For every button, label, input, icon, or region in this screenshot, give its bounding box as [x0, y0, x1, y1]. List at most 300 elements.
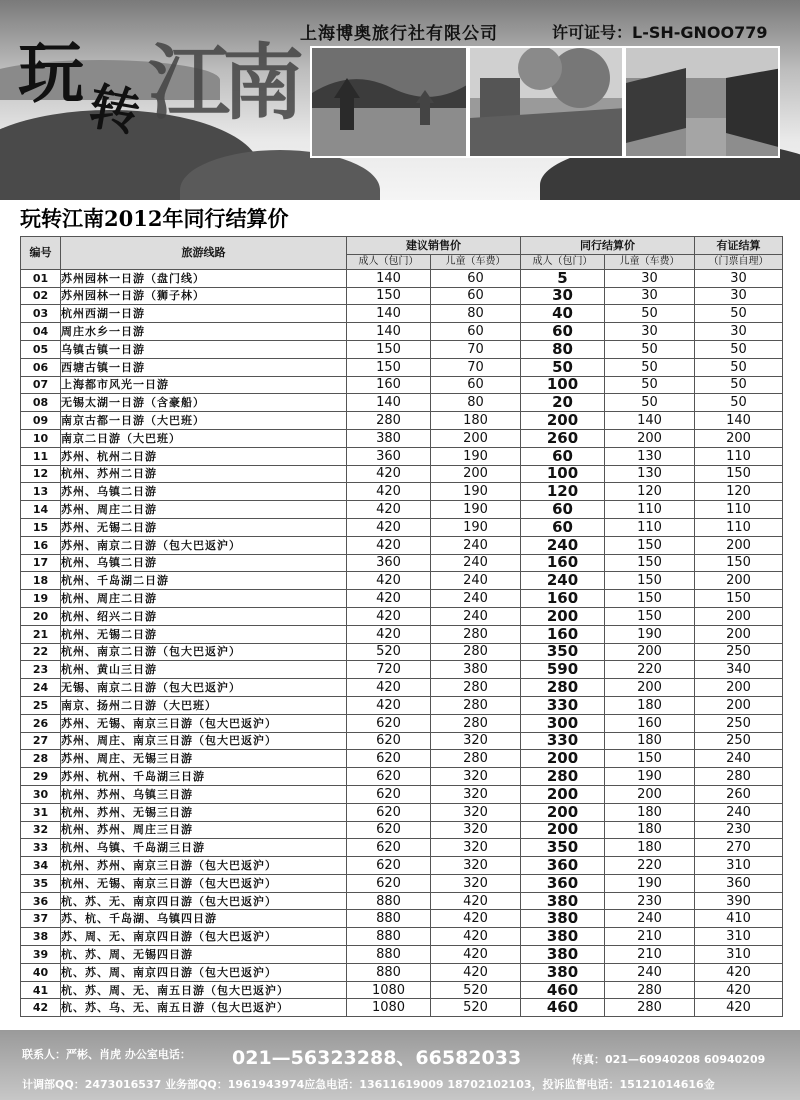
- settlement-child-price: 190: [605, 768, 695, 786]
- suggested-adult-price: 880: [347, 892, 431, 910]
- cert-settlement-price: 310: [695, 857, 783, 875]
- route-name: 无锡太湖一日游（含豪船）: [61, 394, 347, 412]
- settlement-child-price: 150: [605, 554, 695, 572]
- settlement-child-price: 110: [605, 518, 695, 536]
- settlement-child-price: 210: [605, 928, 695, 946]
- table-row: [21, 732, 783, 750]
- suggested-child-price: 420: [431, 928, 521, 946]
- table-row: [21, 785, 783, 803]
- suggested-child-price: 190: [431, 447, 521, 465]
- settlement-child-price: 120: [605, 483, 695, 501]
- row-number: 23: [21, 661, 61, 679]
- row-number: 42: [21, 999, 61, 1017]
- row-number: 12: [21, 465, 61, 483]
- suggested-adult-price: 880: [347, 928, 431, 946]
- settlement-adult-price: 160: [521, 625, 605, 643]
- cert-settlement-price: 150: [695, 554, 783, 572]
- route-name: 杭州、苏州、无锡三日游: [61, 803, 347, 821]
- row-number: 17: [21, 554, 61, 572]
- row-number: 31: [21, 803, 61, 821]
- settlement-child-price: 190: [605, 625, 695, 643]
- cert-settlement-price: 50: [695, 394, 783, 412]
- settlement-adult-price: 380: [521, 946, 605, 964]
- footer-fax: 传真：021—60940208 60940209: [572, 1053, 766, 1066]
- route-name: 杭州、黄山三日游: [61, 661, 347, 679]
- settlement-child-price: 180: [605, 696, 695, 714]
- cert-settlement-price: 50: [695, 340, 783, 358]
- cert-settlement-price: 150: [695, 465, 783, 483]
- table-row: [21, 607, 783, 625]
- table-row: [21, 447, 783, 465]
- cert-settlement-price: 240: [695, 750, 783, 768]
- settlement-child-price: 180: [605, 839, 695, 857]
- route-name: 苏州、周庄、无锡三日游: [61, 750, 347, 768]
- table-row: [21, 269, 783, 287]
- table-row: [21, 590, 783, 608]
- suggested-adult-price: 420: [347, 518, 431, 536]
- route-name: 苏州、周庄、南京三日游（包大巴返沪）: [61, 732, 347, 750]
- settlement-adult-price: 60: [521, 323, 605, 341]
- row-number: 04: [21, 323, 61, 341]
- table-row: [21, 768, 783, 786]
- cert-settlement-price: 200: [695, 429, 783, 447]
- route-name: 苏州园林一日游（盘门线）: [61, 269, 347, 287]
- settlement-adult-price: 380: [521, 910, 605, 928]
- cert-settlement-price: 200: [695, 679, 783, 697]
- row-number: 29: [21, 768, 61, 786]
- route-name: 苏州、乌镇二日游: [61, 483, 347, 501]
- row-number: 09: [21, 412, 61, 430]
- table-row: [21, 340, 783, 358]
- settlement-child-price: 280: [605, 999, 695, 1017]
- row-number: 15: [21, 518, 61, 536]
- suggested-adult-price: 620: [347, 821, 431, 839]
- settlement-adult-price: 60: [521, 501, 605, 519]
- logo-char-3: 江南: [148, 35, 297, 131]
- row-number: 02: [21, 287, 61, 305]
- header-settlement-price: 同行结算价: [521, 237, 695, 255]
- cert-settlement-price: 30: [695, 269, 783, 287]
- settlement-child-price: 180: [605, 821, 695, 839]
- suggested-child-price: 60: [431, 287, 521, 305]
- row-number: 14: [21, 501, 61, 519]
- settlement-adult-price: 280: [521, 679, 605, 697]
- row-number: 25: [21, 696, 61, 714]
- table-row: [21, 803, 783, 821]
- settlement-adult-price: 100: [521, 376, 605, 394]
- settlement-child-price: 280: [605, 981, 695, 999]
- suggested-adult-price: 620: [347, 750, 431, 768]
- cert-settlement-price: 250: [695, 714, 783, 732]
- price-table: [20, 236, 783, 1017]
- route-name: 苏州、无锡、南京三日游（包大巴返沪）: [61, 714, 347, 732]
- suggested-adult-price: 420: [347, 679, 431, 697]
- settlement-child-price: 150: [605, 750, 695, 768]
- header-suggested-price: 建议销售价: [347, 237, 521, 255]
- route-name: 杭州、无锡二日游: [61, 625, 347, 643]
- settlement-child-price: 150: [605, 607, 695, 625]
- suggested-adult-price: 140: [347, 305, 431, 323]
- suggested-child-price: 240: [431, 554, 521, 572]
- settlement-adult-price: 160: [521, 554, 605, 572]
- row-number: 41: [21, 981, 61, 999]
- suggested-child-price: 60: [431, 323, 521, 341]
- table-row: [21, 874, 783, 892]
- cert-settlement-price: 200: [695, 536, 783, 554]
- settlement-adult-price: 5: [521, 269, 605, 287]
- license-number: 许可证号：L-SH-GNOO779: [552, 23, 768, 42]
- route-name: 苏州、周庄二日游: [61, 501, 347, 519]
- settlement-adult-price: 460: [521, 981, 605, 999]
- settlement-adult-price: 120: [521, 483, 605, 501]
- suggested-child-price: 320: [431, 857, 521, 875]
- table-row: [21, 358, 783, 376]
- settlement-adult-price: 380: [521, 963, 605, 981]
- settlement-child-price: 50: [605, 394, 695, 412]
- suggested-child-price: 240: [431, 607, 521, 625]
- settlement-adult-price: 40: [521, 305, 605, 323]
- route-name: 苏州园林一日游（狮子林）: [61, 287, 347, 305]
- suggested-child-price: 240: [431, 572, 521, 590]
- cert-settlement-price: 410: [695, 910, 783, 928]
- route-name: 乌镇古镇一日游: [61, 340, 347, 358]
- settlement-adult-price: 30: [521, 287, 605, 305]
- table-row: [21, 483, 783, 501]
- route-name: 杭、苏、周、无锡四日游: [61, 946, 347, 964]
- header-route: 旅游线路: [61, 237, 347, 270]
- cert-settlement-price: 30: [695, 323, 783, 341]
- cert-settlement-price: 250: [695, 643, 783, 661]
- table-row: [21, 679, 783, 697]
- route-name: 苏州、杭州、千岛湖三日游: [61, 768, 347, 786]
- photo-lake-pagoda: [310, 46, 468, 158]
- table-row: [21, 625, 783, 643]
- route-name: 杭、苏、周、无、南五日游（包大巴返沪）: [61, 981, 347, 999]
- table-row: [21, 465, 783, 483]
- settlement-adult-price: 200: [521, 412, 605, 430]
- cert-settlement-price: 340: [695, 661, 783, 679]
- table-row: [21, 394, 783, 412]
- settlement-child-price: 30: [605, 287, 695, 305]
- suggested-adult-price: 620: [347, 768, 431, 786]
- row-number: 30: [21, 785, 61, 803]
- settlement-child-price: 230: [605, 892, 695, 910]
- subheader-adult: 成人（包门）: [347, 254, 431, 269]
- route-name: 苏州、杭州二日游: [61, 447, 347, 465]
- suggested-child-price: 280: [431, 625, 521, 643]
- settlement-adult-price: 20: [521, 394, 605, 412]
- cert-settlement-price: 250: [695, 732, 783, 750]
- settlement-adult-price: 200: [521, 803, 605, 821]
- cert-settlement-price: 110: [695, 447, 783, 465]
- settlement-child-price: 240: [605, 963, 695, 981]
- settlement-child-price: 220: [605, 857, 695, 875]
- settlement-child-price: 150: [605, 590, 695, 608]
- photo-canal-trees: [468, 46, 624, 158]
- settlement-adult-price: 350: [521, 643, 605, 661]
- cert-settlement-price: 50: [695, 358, 783, 376]
- settlement-child-price: 240: [605, 910, 695, 928]
- route-name: 无锡、南京二日游（包大巴返沪）: [61, 679, 347, 697]
- suggested-child-price: 240: [431, 536, 521, 554]
- suggested-child-price: 520: [431, 999, 521, 1017]
- cert-settlement-price: 390: [695, 892, 783, 910]
- table-row: [21, 661, 783, 679]
- table-row: [21, 981, 783, 999]
- subheader-child-settle: 儿童（车费）: [605, 254, 695, 269]
- row-number: 13: [21, 483, 61, 501]
- row-number: 06: [21, 358, 61, 376]
- suggested-adult-price: 420: [347, 625, 431, 643]
- settlement-child-price: 220: [605, 661, 695, 679]
- route-name: 杭州、南京二日游（包大巴返沪）: [61, 643, 347, 661]
- cert-settlement-price: 30: [695, 287, 783, 305]
- suggested-child-price: 520: [431, 981, 521, 999]
- route-name: 苏州、无锡二日游: [61, 518, 347, 536]
- settlement-adult-price: 200: [521, 607, 605, 625]
- settlement-adult-price: 590: [521, 661, 605, 679]
- suggested-child-price: 420: [431, 946, 521, 964]
- settlement-adult-price: 330: [521, 696, 605, 714]
- route-name: 上海都市风光一日游: [61, 376, 347, 394]
- route-name: 杭州、无锡、南京三日游（包大巴返沪）: [61, 874, 347, 892]
- table-row: [21, 518, 783, 536]
- company-name: 上海博奥旅行社有限公司: [300, 24, 498, 44]
- header-banner: [0, 0, 800, 200]
- settlement-child-price: 150: [605, 536, 695, 554]
- settlement-adult-price: 60: [521, 447, 605, 465]
- table-row: [21, 910, 783, 928]
- cert-settlement-price: 310: [695, 928, 783, 946]
- suggested-adult-price: 140: [347, 269, 431, 287]
- settlement-child-price: 200: [605, 679, 695, 697]
- settlement-adult-price: 60: [521, 518, 605, 536]
- subheader-cert-note: （门票自理）: [695, 254, 783, 269]
- route-name: 杭、苏、乌、无、南五日游（包大巴返沪）: [61, 999, 347, 1017]
- settlement-adult-price: 200: [521, 785, 605, 803]
- suggested-adult-price: 720: [347, 661, 431, 679]
- route-name: 周庄水乡一日游: [61, 323, 347, 341]
- suggested-adult-price: 420: [347, 607, 431, 625]
- suggested-child-price: 80: [431, 305, 521, 323]
- table-row: [21, 696, 783, 714]
- suggested-child-price: 280: [431, 714, 521, 732]
- settlement-child-price: 140: [605, 412, 695, 430]
- cert-settlement-price: 230: [695, 821, 783, 839]
- settlement-adult-price: 80: [521, 340, 605, 358]
- footer-qq-and-hotline: 计调部QQ：2473016537 业务部QQ：1961943974应急电话：13611619009 18702102103，投诉监督电话：15121014616金: [22, 1078, 715, 1091]
- subheader-adult-settle: 成人（包门）: [521, 254, 605, 269]
- route-name: 杭州、苏州、乌镇三日游: [61, 785, 347, 803]
- row-number: 27: [21, 732, 61, 750]
- settlement-child-price: 160: [605, 714, 695, 732]
- suggested-child-price: 280: [431, 643, 521, 661]
- settlement-child-price: 200: [605, 643, 695, 661]
- suggested-child-price: 320: [431, 839, 521, 857]
- cert-settlement-price: 150: [695, 590, 783, 608]
- row-number: 40: [21, 963, 61, 981]
- route-name: 苏州、南京二日游（包大巴返沪）: [61, 536, 347, 554]
- suggested-child-price: 320: [431, 821, 521, 839]
- settlement-adult-price: 360: [521, 874, 605, 892]
- cert-settlement-price: 110: [695, 518, 783, 536]
- cert-settlement-price: 260: [695, 785, 783, 803]
- row-number: 11: [21, 447, 61, 465]
- settlement-adult-price: 460: [521, 999, 605, 1017]
- logo-char-1: 玩: [18, 34, 84, 112]
- suggested-child-price: 180: [431, 412, 521, 430]
- table-row: [21, 323, 783, 341]
- suggested-child-price: 280: [431, 696, 521, 714]
- route-name: 杭州、苏州二日游: [61, 465, 347, 483]
- settlement-child-price: 30: [605, 323, 695, 341]
- row-number: 36: [21, 892, 61, 910]
- cert-settlement-price: 120: [695, 483, 783, 501]
- row-number: 28: [21, 750, 61, 768]
- suggested-child-price: 320: [431, 768, 521, 786]
- suggested-adult-price: 620: [347, 874, 431, 892]
- suggested-adult-price: 880: [347, 946, 431, 964]
- suggested-child-price: 320: [431, 874, 521, 892]
- settlement-adult-price: 350: [521, 839, 605, 857]
- suggested-adult-price: 160: [347, 376, 431, 394]
- route-name: 杭州、苏州、周庄三日游: [61, 821, 347, 839]
- suggested-child-price: 80: [431, 394, 521, 412]
- route-name: 杭州、乌镇、千岛湖三日游: [61, 839, 347, 857]
- settlement-child-price: 130: [605, 465, 695, 483]
- settlement-child-price: 200: [605, 785, 695, 803]
- table-row: [21, 839, 783, 857]
- row-number: 19: [21, 590, 61, 608]
- cert-settlement-price: 360: [695, 874, 783, 892]
- cert-settlement-price: 110: [695, 501, 783, 519]
- suggested-child-price: 190: [431, 483, 521, 501]
- suggested-adult-price: 620: [347, 714, 431, 732]
- table-row: [21, 554, 783, 572]
- settlement-child-price: 130: [605, 447, 695, 465]
- cert-settlement-price: 420: [695, 981, 783, 999]
- row-number: 38: [21, 928, 61, 946]
- table-row: [21, 892, 783, 910]
- suggested-child-price: 60: [431, 269, 521, 287]
- route-name: 西塘古镇一日游: [61, 358, 347, 376]
- table-row: [21, 946, 783, 964]
- settlement-child-price: 50: [605, 305, 695, 323]
- row-number: 24: [21, 679, 61, 697]
- suggested-adult-price: 420: [347, 465, 431, 483]
- row-number: 26: [21, 714, 61, 732]
- settlement-child-price: 210: [605, 946, 695, 964]
- table-row: [21, 536, 783, 554]
- table-row: [21, 287, 783, 305]
- table-row: [21, 305, 783, 323]
- route-name: 苏、杭、千岛湖、乌镇四日游: [61, 910, 347, 928]
- cert-settlement-price: 200: [695, 696, 783, 714]
- row-number: 10: [21, 429, 61, 447]
- route-name: 南京、扬州二日游（大巴班）: [61, 696, 347, 714]
- suggested-child-price: 70: [431, 358, 521, 376]
- suggested-child-price: 420: [431, 963, 521, 981]
- settlement-adult-price: 100: [521, 465, 605, 483]
- suggested-adult-price: 520: [347, 643, 431, 661]
- settlement-adult-price: 240: [521, 536, 605, 554]
- settlement-adult-price: 380: [521, 892, 605, 910]
- suggested-adult-price: 620: [347, 732, 431, 750]
- suggested-adult-price: 420: [347, 572, 431, 590]
- subheader-child: 儿童（车费）: [431, 254, 521, 269]
- cert-settlement-price: 200: [695, 607, 783, 625]
- route-name: 杭州、千岛湖二日游: [61, 572, 347, 590]
- suggested-child-price: 240: [431, 590, 521, 608]
- suggested-adult-price: 1080: [347, 981, 431, 999]
- settlement-child-price: 50: [605, 340, 695, 358]
- suggested-child-price: 200: [431, 429, 521, 447]
- suggested-child-price: 280: [431, 679, 521, 697]
- row-number: 08: [21, 394, 61, 412]
- route-name: 杭、苏、周、南京四日游（包大巴返沪）: [61, 963, 347, 981]
- table-row: [21, 714, 783, 732]
- suggested-child-price: 60: [431, 376, 521, 394]
- suggested-adult-price: 360: [347, 554, 431, 572]
- settlement-adult-price: 330: [521, 732, 605, 750]
- settlement-adult-price: 240: [521, 572, 605, 590]
- table-row: [21, 750, 783, 768]
- suggested-adult-price: 1080: [347, 999, 431, 1017]
- suggested-child-price: 320: [431, 732, 521, 750]
- suggested-adult-price: 420: [347, 536, 431, 554]
- suggested-adult-price: 140: [347, 394, 431, 412]
- row-number: 37: [21, 910, 61, 928]
- suggested-child-price: 380: [431, 661, 521, 679]
- suggested-adult-price: 420: [347, 696, 431, 714]
- route-name: 杭州、绍兴二日游: [61, 607, 347, 625]
- settlement-child-price: 150: [605, 572, 695, 590]
- suggested-child-price: 320: [431, 803, 521, 821]
- suggested-adult-price: 360: [347, 447, 431, 465]
- row-number: 07: [21, 376, 61, 394]
- suggested-child-price: 420: [431, 892, 521, 910]
- table-row: [21, 928, 783, 946]
- settlement-adult-price: 260: [521, 429, 605, 447]
- suggested-adult-price: 140: [347, 323, 431, 341]
- route-name: 杭州、周庄二日游: [61, 590, 347, 608]
- table-row: [21, 821, 783, 839]
- suggested-adult-price: 150: [347, 287, 431, 305]
- table-row: [21, 376, 783, 394]
- settlement-child-price: 50: [605, 358, 695, 376]
- settlement-child-price: 200: [605, 429, 695, 447]
- cert-settlement-price: 420: [695, 963, 783, 981]
- row-number: 21: [21, 625, 61, 643]
- cert-settlement-price: 420: [695, 999, 783, 1017]
- route-name: 南京古都一日游（大巴班）: [61, 412, 347, 430]
- row-number: 33: [21, 839, 61, 857]
- route-name: 苏、周、无、南京四日游（包大巴返沪）: [61, 928, 347, 946]
- table-row: [21, 572, 783, 590]
- footer-office-phone: 021—56323288、66582033: [232, 1047, 522, 1069]
- suggested-child-price: 70: [431, 340, 521, 358]
- suggested-adult-price: 150: [347, 358, 431, 376]
- suggested-adult-price: 420: [347, 501, 431, 519]
- settlement-child-price: 190: [605, 874, 695, 892]
- table-row: [21, 999, 783, 1017]
- table-row: [21, 963, 783, 981]
- suggested-adult-price: 620: [347, 839, 431, 857]
- settlement-adult-price: 300: [521, 714, 605, 732]
- settlement-child-price: 30: [605, 269, 695, 287]
- suggested-adult-price: 880: [347, 910, 431, 928]
- table-row: [21, 429, 783, 447]
